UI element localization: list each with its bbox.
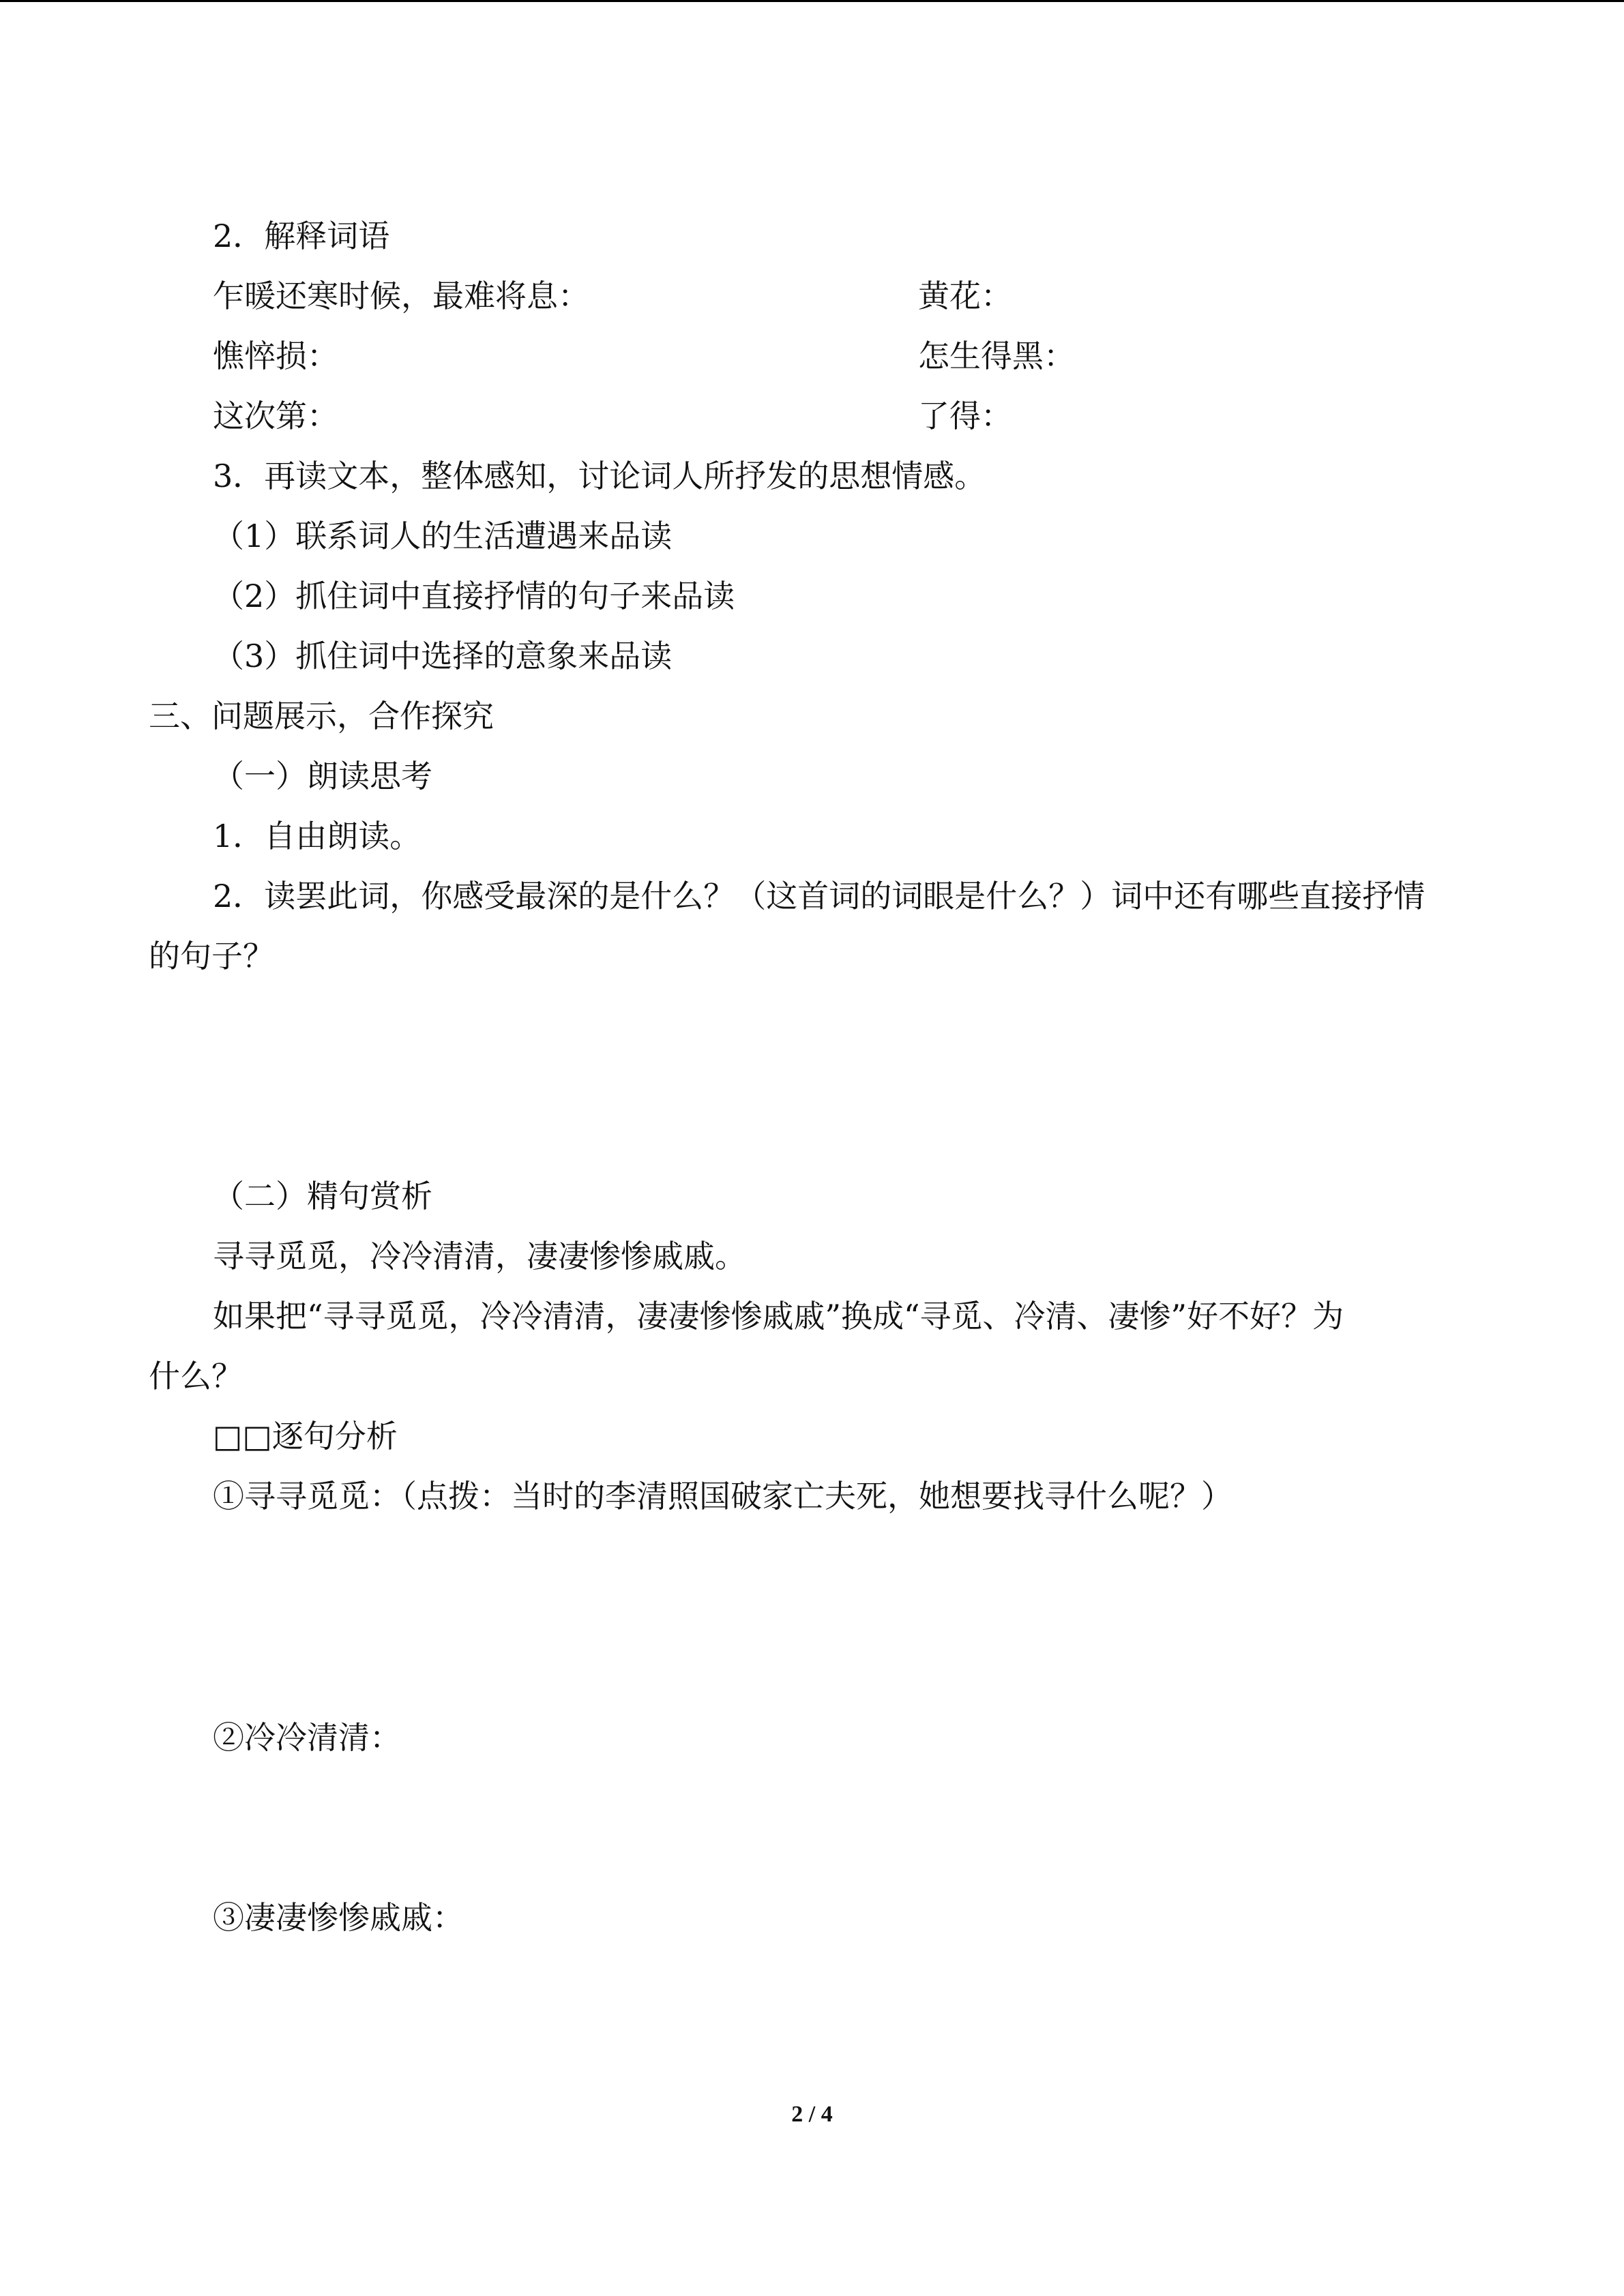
vocab-zheciди: 这次第： [213, 398, 338, 434]
analysis-item-2: ②冷冷清清： [213, 1719, 401, 1756]
vocab-zenshengdehei: 怎生得黑： [918, 338, 1075, 374]
section-heading-3: 三、问题展示，合作探究 [149, 698, 494, 734]
question-replace-cont: 什么？ [149, 1358, 243, 1395]
subsection-appreciation: （二）精句赏析 [213, 1178, 432, 1214]
subsection-reading: （一）朗读思考 [213, 758, 432, 794]
item-reread: 3．再读文本，整体感知，讨论词人所抒发的思想情感。 [213, 458, 986, 494]
page-number: 2 / 4 [791, 2102, 833, 2127]
analysis-item-1: ①寻寻觅觅：（点拨：当时的李清照国破家亡夫死，她想要找寻什么呢？） [213, 1478, 1232, 1515]
top-border [0, 0, 1624, 2]
vocab-liaode: 了得： [918, 398, 1012, 434]
item-question-2: 2．读罢此词，你感受最深的是什么？（这首词的词眼是什么？）词中还有哪些直接抒情 [213, 878, 1426, 914]
vocab-qiaocuisun: 憔悴损： [213, 338, 338, 374]
sub-item-1: （1）联系词人的生活遭遇来品读 [213, 518, 673, 554]
quoted-verse: 寻寻觅觅，冷冷清清，凄凄惨惨戚戚。 [213, 1238, 746, 1274]
sub-item-2: （2）抓住词中直接抒情的句子来品读 [213, 578, 735, 614]
analysis-item-3: ③凄凄惨惨戚戚： [213, 1899, 464, 1936]
vocab-zhanuan: 乍暖还寒时候，最难将息： [213, 278, 589, 314]
item-free-reading: 1．自由朗读。 [213, 818, 422, 854]
sub-item-3: （3）抓住词中选择的意象来品读 [213, 638, 673, 674]
item-question-2-cont: 的句子？ [149, 938, 274, 974]
sentence-analysis-heading: □□逐句分析 [213, 1418, 398, 1455]
item-explain-words: 2．解释词语 [213, 218, 390, 254]
question-replace: 如果把“寻寻觅觅，冷冷清清，凄凄惨惨戚戚”换成“寻觅、冷清、凄惨”好不好？为 [213, 1298, 1344, 1335]
vocab-huanghua: 黄花： [918, 278, 1012, 314]
